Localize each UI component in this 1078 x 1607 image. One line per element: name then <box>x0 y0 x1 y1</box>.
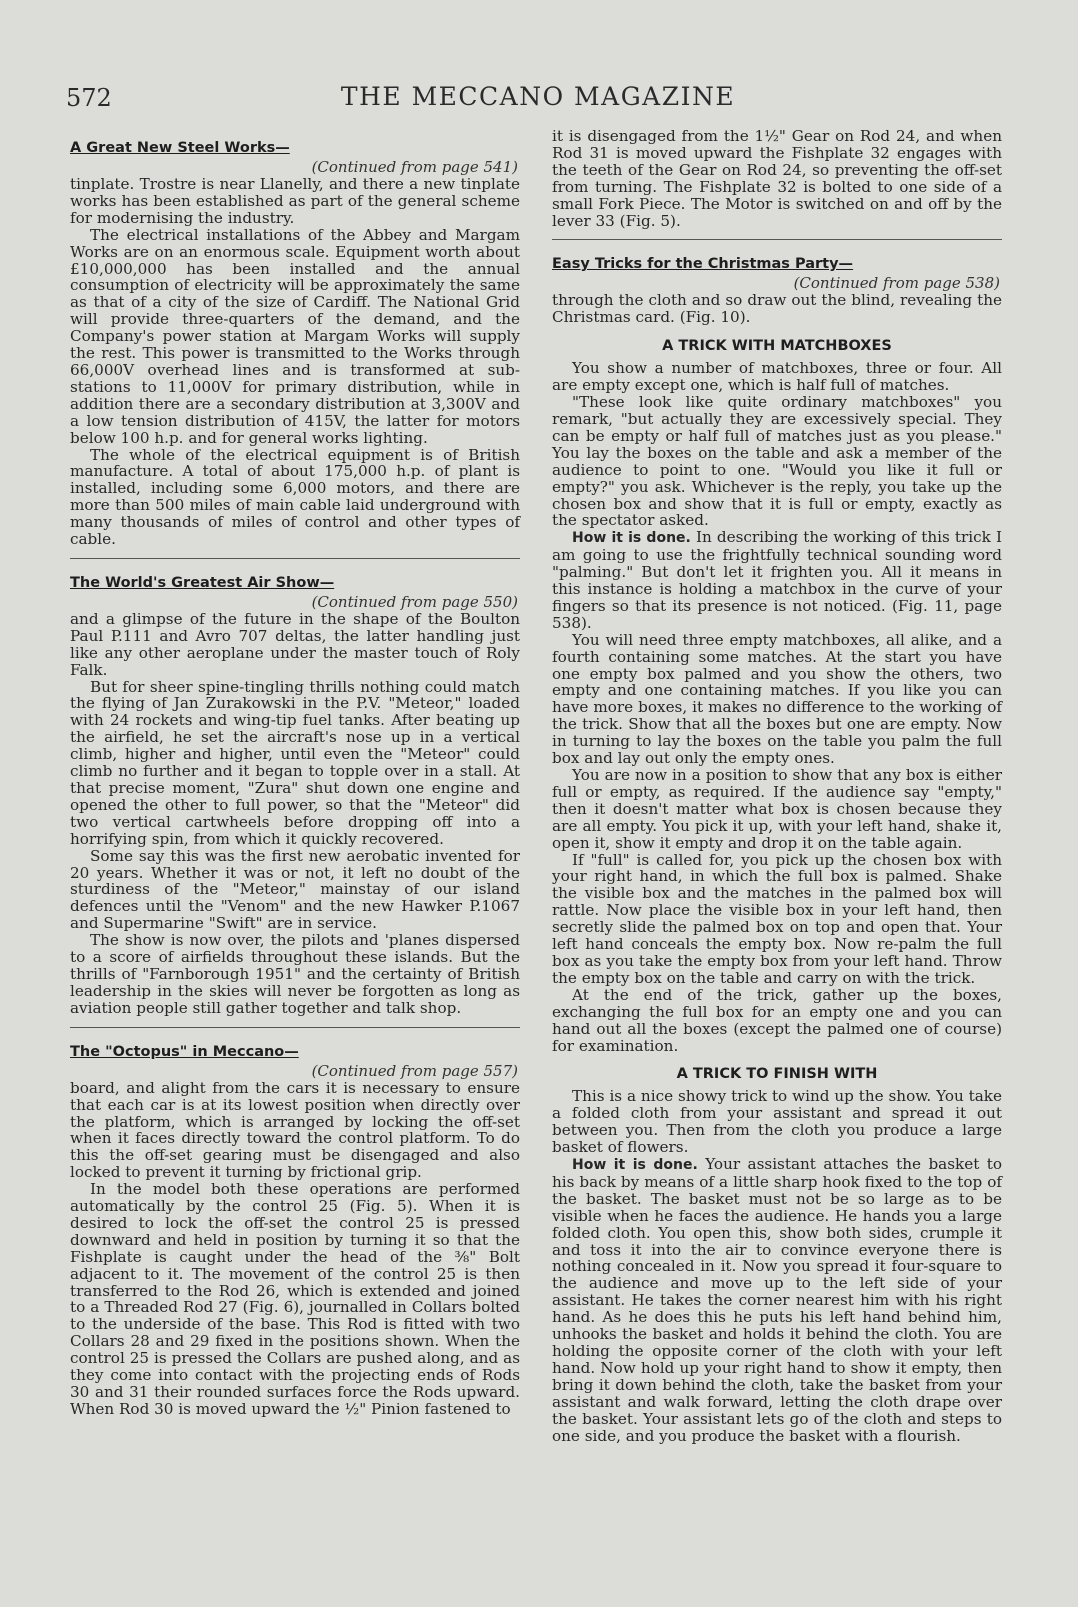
paragraph: board, and alight from the cars it is necessary to ensure that each car is at its lowest position when directly over the platform, which is arranged by locking the off-set when it faces directly toward the control platform. To do this the off-set gearing must be disengaged and also locked to prevent it turning by frictional grip. <box>70 1078 520 1182</box>
paragraph: You are now in a position to show that any box is either full or empty, as required. If the audience say "empty," then it doesn't matter what box is chosen because they are all empty. You pick it up, with your left hand, shake it, open it, show it empty and drop it on the table again. <box>552 766 1002 852</box>
article-title: Easy Tricks for the Christmas Party— <box>552 256 854 273</box>
article-title: The "Octopus" in Meccano— <box>70 1043 299 1060</box>
article-tricks <box>552 256 1002 1444</box>
paragraph: The show is now over, the pilots and 'planes dispersed to a score of airfields throughout these islands. But the thrills of "Farnborough 1951" and the certainty of British leadership in the skies will never be forgotten as long as aviation people still gather together and talk shop. <box>70 931 520 1017</box>
page-number: 572 <box>66 84 112 112</box>
left-column <box>70 128 520 1424</box>
article-air-show <box>70 575 520 1017</box>
paragraph: it is disengaged from the 1½" Gear on Rod 24, and when Rod 31 is moved upward the Fishplate 32 engages with the teeth of the Gear on Rod 24, so preventing the off-set from turning. The Fishplate 32 is bolted to one side of a small Fork Piece. The Motor is switched on and off by the lever 33 (Fig. 5). <box>552 127 1002 230</box>
paragraph: In the model both these operations are performed automatically by the control 25 (Fig. 5). When it is desired to lock the off-set the control 25 is pressed downward and held in position by turning it so that the Fishplate is caught under the head of the ⅜" Bolt adjacent to it. The movement of the control 25 is then transferred to the Rod 26, which is extended and joined to a Threaded Rod 27 (Fig. 6), journalled in Collars bolted to the underside of the base. This Rod is fitted with two Collars 28 and 29 fixed in the positions shown. When the control 25 is pressed the Collars are pushed along, and as they come into contact with the projecting ends of Rods 30 and 31 their rounded surfaces force the Rods upward. When Rod 30 is moved upward the ½" Pinion fastened to <box>70 1180 520 1418</box>
paragraph <box>552 529 1002 631</box>
section-divider <box>552 239 1002 240</box>
paragraph-text: Your assistant attaches the basket to his back by means of a little sharp hook fixed to the top of the basket. The basket must not be so large as to be visible when he faces the audience. He hands you a large folded cloth. You open this, show both sides, crumple it and toss it into the air to convince everyone there is nothing concealed in it. Now you spread it four-square to the audience and move up to the left side of your assistant. He takes the corner nearest him with his right hand. As he does this he puts his left hand behind him, unhooks the basket and holds it behind the cloth. You are holding the opposite corner of the cloth with your left hand. Now hold up your right hand to show it empty, then bring it down behind the cloth, take the basket from your assistant and walk forward, letting the cloth drape over the basket. Your assistant lets go of the cloth and steps to one side, and you produce the basket with a flourish. <box>552 1155 1003 1445</box>
paragraph: "These look like quite ordinary matchboxes" you remark, "but actually they are excessively special. They can be empty or half full of matches just as you please." You lay the boxes on the table and ask a member of the audience to point to one. "Would you like it full or empty?" you ask. Whichever is the reply, you take up the chosen box and show that it is full or empty, exactly as the spectator asked. <box>552 393 1002 530</box>
section-heading: A TRICK WITH MATCHBOXES <box>662 338 892 355</box>
run-in-heading: How it is done. <box>572 1157 698 1174</box>
paragraph: through the cloth and so draw out the blind, revealing the Christmas card. (Fig. 10). <box>552 291 1002 327</box>
article-steel-works <box>70 140 520 548</box>
paragraph: You will need three empty matchboxes, all alike, and a fourth containing some matches. At the start you have one empty box palmed and you show the others, two empty and one containing matches. If you like you can have more boxes, it makes no difference to the working of the trick. Show that all the boxes but one are empty. Now in turning to lay the boxes on the table you palm the full box and lay out only the empty ones. <box>552 630 1002 768</box>
article-octopus <box>70 1044 520 1418</box>
paragraph: and a glimpse of the future in the shape of the Boulton Paul P.111 and Avro 707 deltas, the latter handling just like any other aeroplane under the master touch of Roly Falk. <box>70 609 520 679</box>
continued-note: (Continued from page 541) <box>311 158 518 176</box>
paragraph: You show a number of matchboxes, three or four. All are empty except one, which is half full of matches. <box>552 359 1002 395</box>
paragraph: tinplate. Trostre is near Llanelly, and there a new tinplate works has been established as part of the general scheme for modernising the industry. <box>70 175 520 227</box>
paragraph-text: In describing the working of this trick I am going to use the frightfully technical sounding word "palming." But don't let it frighten you. All it means in this instance is holding a matchbox in the curve of your fingers so that its presence is not noticed. (Fig. 11, page 538). <box>552 528 1002 632</box>
section-divider <box>70 1027 520 1028</box>
paragraph: The whole of the electrical equipment is of British manufacture. A total of about 175,000 h.p. of plant is installed, including some 6,000 motors, and there are more than 500 miles of main cable laid underground with many thousands of miles of control and other types of cable. <box>70 445 520 549</box>
page-header <box>66 80 1010 120</box>
section-divider <box>70 558 520 559</box>
paragraph: This is a nice showy trick to wind up the show. You take a folded cloth from your assistant and spread it out between you. Then from the cloth you produce a large basket of flowers. <box>552 1087 1002 1157</box>
paragraph: If "full" is called for, you pick up the chosen box with your right hand, in which the full box is palmed. Shake the visible box and the matches in the palmed box will rattle. Now place the visible box in your left hand, then secretly slide the palmed box on top and open that. Your left hand conceals the empty box. Now re-palm the full box as you take the empty box from your left hand. Throw the empty box on the table and carry on with the trick. <box>552 850 1002 987</box>
article-title: The World's Greatest Air Show— <box>70 574 335 591</box>
paragraph: At the end of the trick, gather up the boxes, exchanging the full box for an empty one and you can hand out all the boxes (except the palmed one of course) for examination. <box>552 985 1002 1055</box>
continued-note: (Continued from page 538) <box>793 274 1000 293</box>
paragraph: Some say this was the first new aerobatic invented for 20 years. Whether it was or not, it left no doubt of the sturdiness of the "Meteor," mainstay of our island defences until the "Venom" and the new Hawker P.1067 and Supermarine "Swift" are in service. <box>70 846 520 933</box>
paragraph <box>552 1156 1002 1444</box>
run-in-heading: How it is done. <box>572 530 691 547</box>
article-octopus-continued <box>552 128 1002 229</box>
continued-note: (Continued from page 557) <box>311 1061 518 1080</box>
right-column <box>552 128 1002 1450</box>
section-heading: A TRICK TO FINISH WITH <box>676 1066 878 1083</box>
paragraph: The electrical installations of the Abbey and Margam Works are on an enormous scale. Equipment worth about £10,000,000 has been installed and the annual consumption of electricity will be approximately the same as that of a city of the size of Cardiff. The National Grid will provide three-quarters of the demand, and the Company's power station at Margam Works will supply the rest. This power is transmitted to the Works through 66,000V overhead lines and is transformed at sub-stations to 11,000V for primary distribution, while in addition there are a secondary distribution at 3,300V and a low tension distribution of 415V, the latter for motors below 100 h.p. and for general works lighting. <box>70 225 520 447</box>
continued-note: (Continued from page 550) <box>311 592 518 611</box>
paragraph: But for sheer spine-tingling thrills nothing could match the flying of Jan Zurakowski in the P.V. "Meteor," loaded with 24 rockets and wing-tip fuel tanks. After beating up the airfield, he set the aircraft's nose up in a vertical climb, higher and higher, until even the "Meteor" could climb no further and it began to topple over in a stall. At that precise moment, "Zura" shut down one engine and opened the other to full power, so that the "Meteor" did two vertical cartwheels before dropping off into a horrifying spin, from which it quickly recovered. <box>70 677 520 848</box>
article-title: A Great New Steel Works— <box>70 140 290 156</box>
magazine-title: THE MECCANO MAGAZINE <box>340 82 736 111</box>
